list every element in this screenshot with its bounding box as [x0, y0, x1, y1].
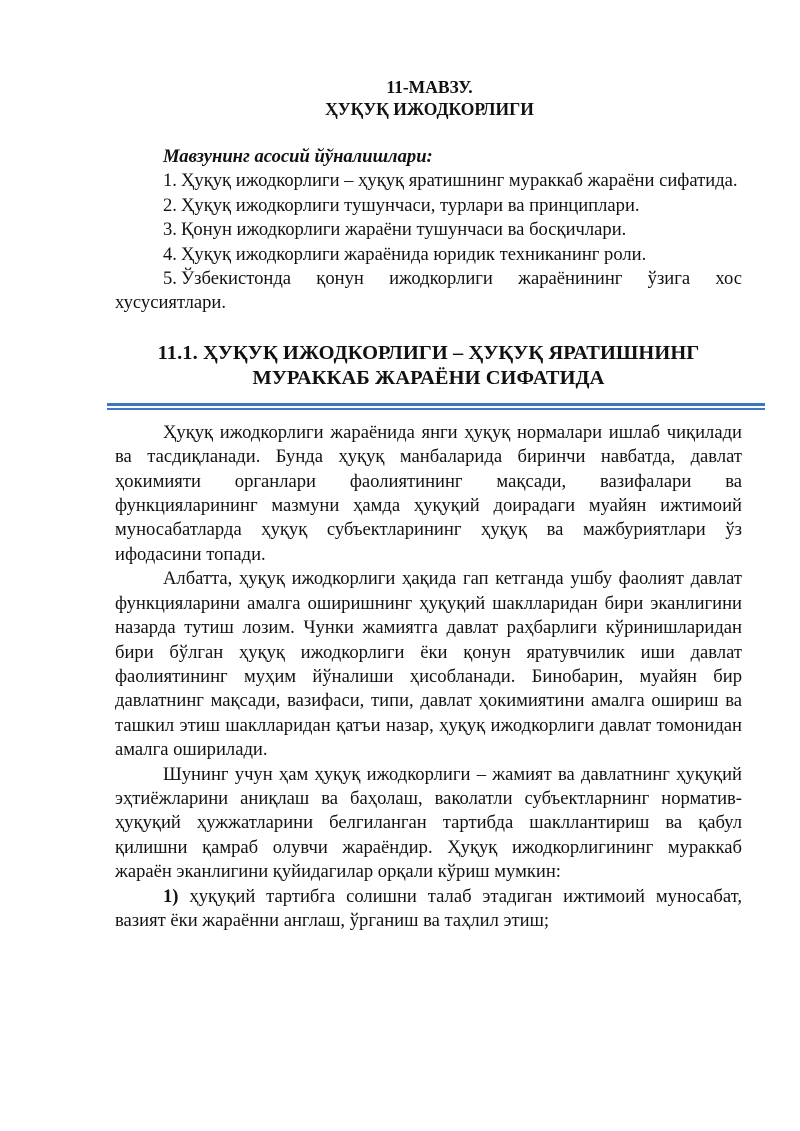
- section-title-line-2: МУРАККАБ ЖАРАЁНИ СИФАТИДА: [252, 366, 605, 389]
- direction-text: Ҳуқуқ ижодкорлиги – ҳуқуқ яратишнинг мураккаб жараёни сифатида.: [181, 170, 738, 192]
- direction-number: 4.: [163, 243, 177, 265]
- section-divider: [107, 403, 765, 410]
- direction-number: 2.: [163, 194, 177, 216]
- topic-number: 11-МАВЗУ.: [386, 77, 473, 97]
- section-title: [115, 341, 742, 391]
- paragraph-4: [115, 885, 742, 934]
- divider-thin-line: [107, 408, 765, 410]
- direction-item-2: [115, 194, 742, 218]
- direction-item-3: [115, 218, 742, 242]
- direction-item-5: [115, 267, 742, 316]
- direction-number: 3.: [163, 219, 177, 241]
- paragraph-3: Шунинг учун ҳам ҳуқуқ ижодкорлиги – жамият ва давлатнинг ҳуқуқий эҳтиёжларини аниқлаш ва баҳолаш, ваколатли субъектларнинг норматив-ҳуқуқий ҳужжатларини белгиланган тартибда шакллантириш ва қабул қилишни қамраб олувчи жараёндир. Ҳуқуқ ижодкорлигининг мураккаб жараён эканлигини қуйидагилар орқали кўриш мумкин:: [115, 763, 742, 883]
- direction-text: Ҳуқуқ ижодкорлиги жараёнида юридик техниканинг роли.: [181, 243, 647, 265]
- direction-item-4: [115, 243, 742, 267]
- direction-text: Қонун ижодкорлиги жараёни тушунчаси ва босқичлари.: [181, 219, 627, 241]
- paragraph-4-text: ҳуқуқий тартибга солишни талаб этадиган ижтимоий муносабат, вазият ёки жараённи англаш, ўрганиш ва таҳлил этиш;: [115, 885, 742, 931]
- directions-list: [115, 169, 742, 315]
- paragraph-1: Ҳуқуқ ижодкорлиги жараёнида янги ҳуқуқ нормалари ишлаб чиқилади ва тасдиқланади. Бунда ҳуқуқ манбаларида биринчи навбатда, давлат ҳокимияти органлари фаолиятининг мақсади, вазифалари ва функцияларининг мазмуни ҳамда ҳуқуқий доирадаги муайян ижтимоий муносабатларда ҳуқуқ субъектларининг ҳуқуқ ва мажбуриятлари ўз ифодасини топади.: [115, 421, 742, 565]
- direction-number: 1.: [163, 170, 177, 192]
- section-title-line-1: 11.1. ҲУҚУҚ ИЖОДКОРЛИГИ – ҲУҚУҚ ЯРАТИШНИНГ: [157, 341, 700, 364]
- directions-label: Мавзунинг асосий йўналишлари:: [163, 146, 433, 167]
- direction-item-1: [115, 169, 742, 193]
- section-body: [115, 421, 742, 934]
- list-marker: 1): [163, 885, 179, 907]
- direction-text: Ўзбекистонда қонун ижодкорлиги жараёнининг ўзига хос хусусиятлари.: [115, 268, 742, 314]
- topic-title: ҲУҚУҚ ИЖОДКОРЛИГИ: [325, 99, 534, 119]
- paragraph-2: Албатта, ҳуқуқ ижодкорлиги ҳақида гап кетганда ушбу фаолият давлат функцияларини амалга оширишнинг ҳуқуқий шаклларидан бири эканлигини назарда тутиш лозим. Чунки жамиятга давлат раҳбарлиги кўринишларидан бири бўлган ҳуқуқ ижодкорлиги ёки қонун яратувчилик иши давлат фаолиятининг муҳим йўналиши ҳисобланади. Бинобарин, муайян бир давлатнинг мақсади, вазифаси, типи, давлат ҳокимиятини амалга ошириш ва ташкил этиш шаклларидан қатъи назар, ҳуқуқ ижодкорлиги давлат томонидан амалга оширилади.: [115, 568, 742, 761]
- direction-text: Ҳуқуқ ижодкорлиги тушунчаси, турлари ва принциплари.: [181, 194, 640, 216]
- direction-number: 5.: [163, 268, 177, 290]
